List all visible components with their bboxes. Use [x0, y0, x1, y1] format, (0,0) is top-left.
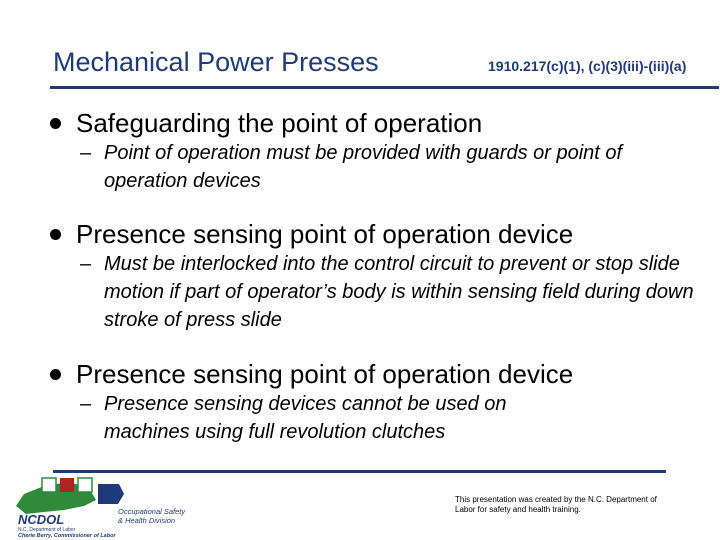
sub-bullet-item [80, 250, 700, 334]
sub-bullet-text: Must be interlocked into the control circuit to prevent or stop slide motion if part of operator’s body is within sensing field during down stroke of press slide [104, 253, 694, 331]
bullet-dot-icon [50, 118, 61, 129]
regulation-citation: 1910.217(c)(1), (c)(3)(iii)-(iii)(a) [488, 58, 687, 74]
svg-text:Occupational Safety: Occupational Safety [118, 507, 186, 516]
svg-text:& Health Division: & Health Division [118, 516, 176, 525]
bullet-item [50, 359, 573, 389]
svg-text:Cherie Berry, Commissioner of: Cherie Berry, Commissioner of Labor [18, 533, 116, 538]
bullet-text: Presence sensing point of operation device [76, 359, 574, 389]
ncdol-logo [14, 476, 194, 538]
bullet-text: Safeguarding the point of operation [76, 108, 483, 138]
slide-title: Mechanical Power Presses [53, 47, 379, 77]
svg-text:NCDOL: NCDOL [18, 512, 65, 527]
bullet-item [50, 108, 482, 138]
dash-icon: – [80, 393, 92, 415]
sub-bullet-text: Point of operation must be provided with guards or point of operation devices [104, 142, 623, 192]
sub-bullet-item [80, 390, 580, 446]
bullet-dot-icon [50, 369, 61, 380]
svg-text:N.C. Department of Labor: N.C. Department of Labor [18, 527, 76, 533]
bullet-item [50, 219, 573, 249]
dash-icon: – [80, 142, 92, 164]
bullet-text: Presence sensing point of operation device [76, 219, 574, 249]
sub-bullet-item [80, 139, 640, 195]
header-divider [50, 86, 719, 89]
footer-note: This presentation was created by the N.C. Department of Labor for safety and health training. [455, 495, 657, 514]
sub-bullet-text: Presence sensing devices cannot be used on machines using full revolution clutches [104, 393, 507, 443]
dash-icon: – [80, 253, 92, 275]
footer-divider [53, 470, 666, 473]
bullet-dot-icon [50, 229, 61, 240]
